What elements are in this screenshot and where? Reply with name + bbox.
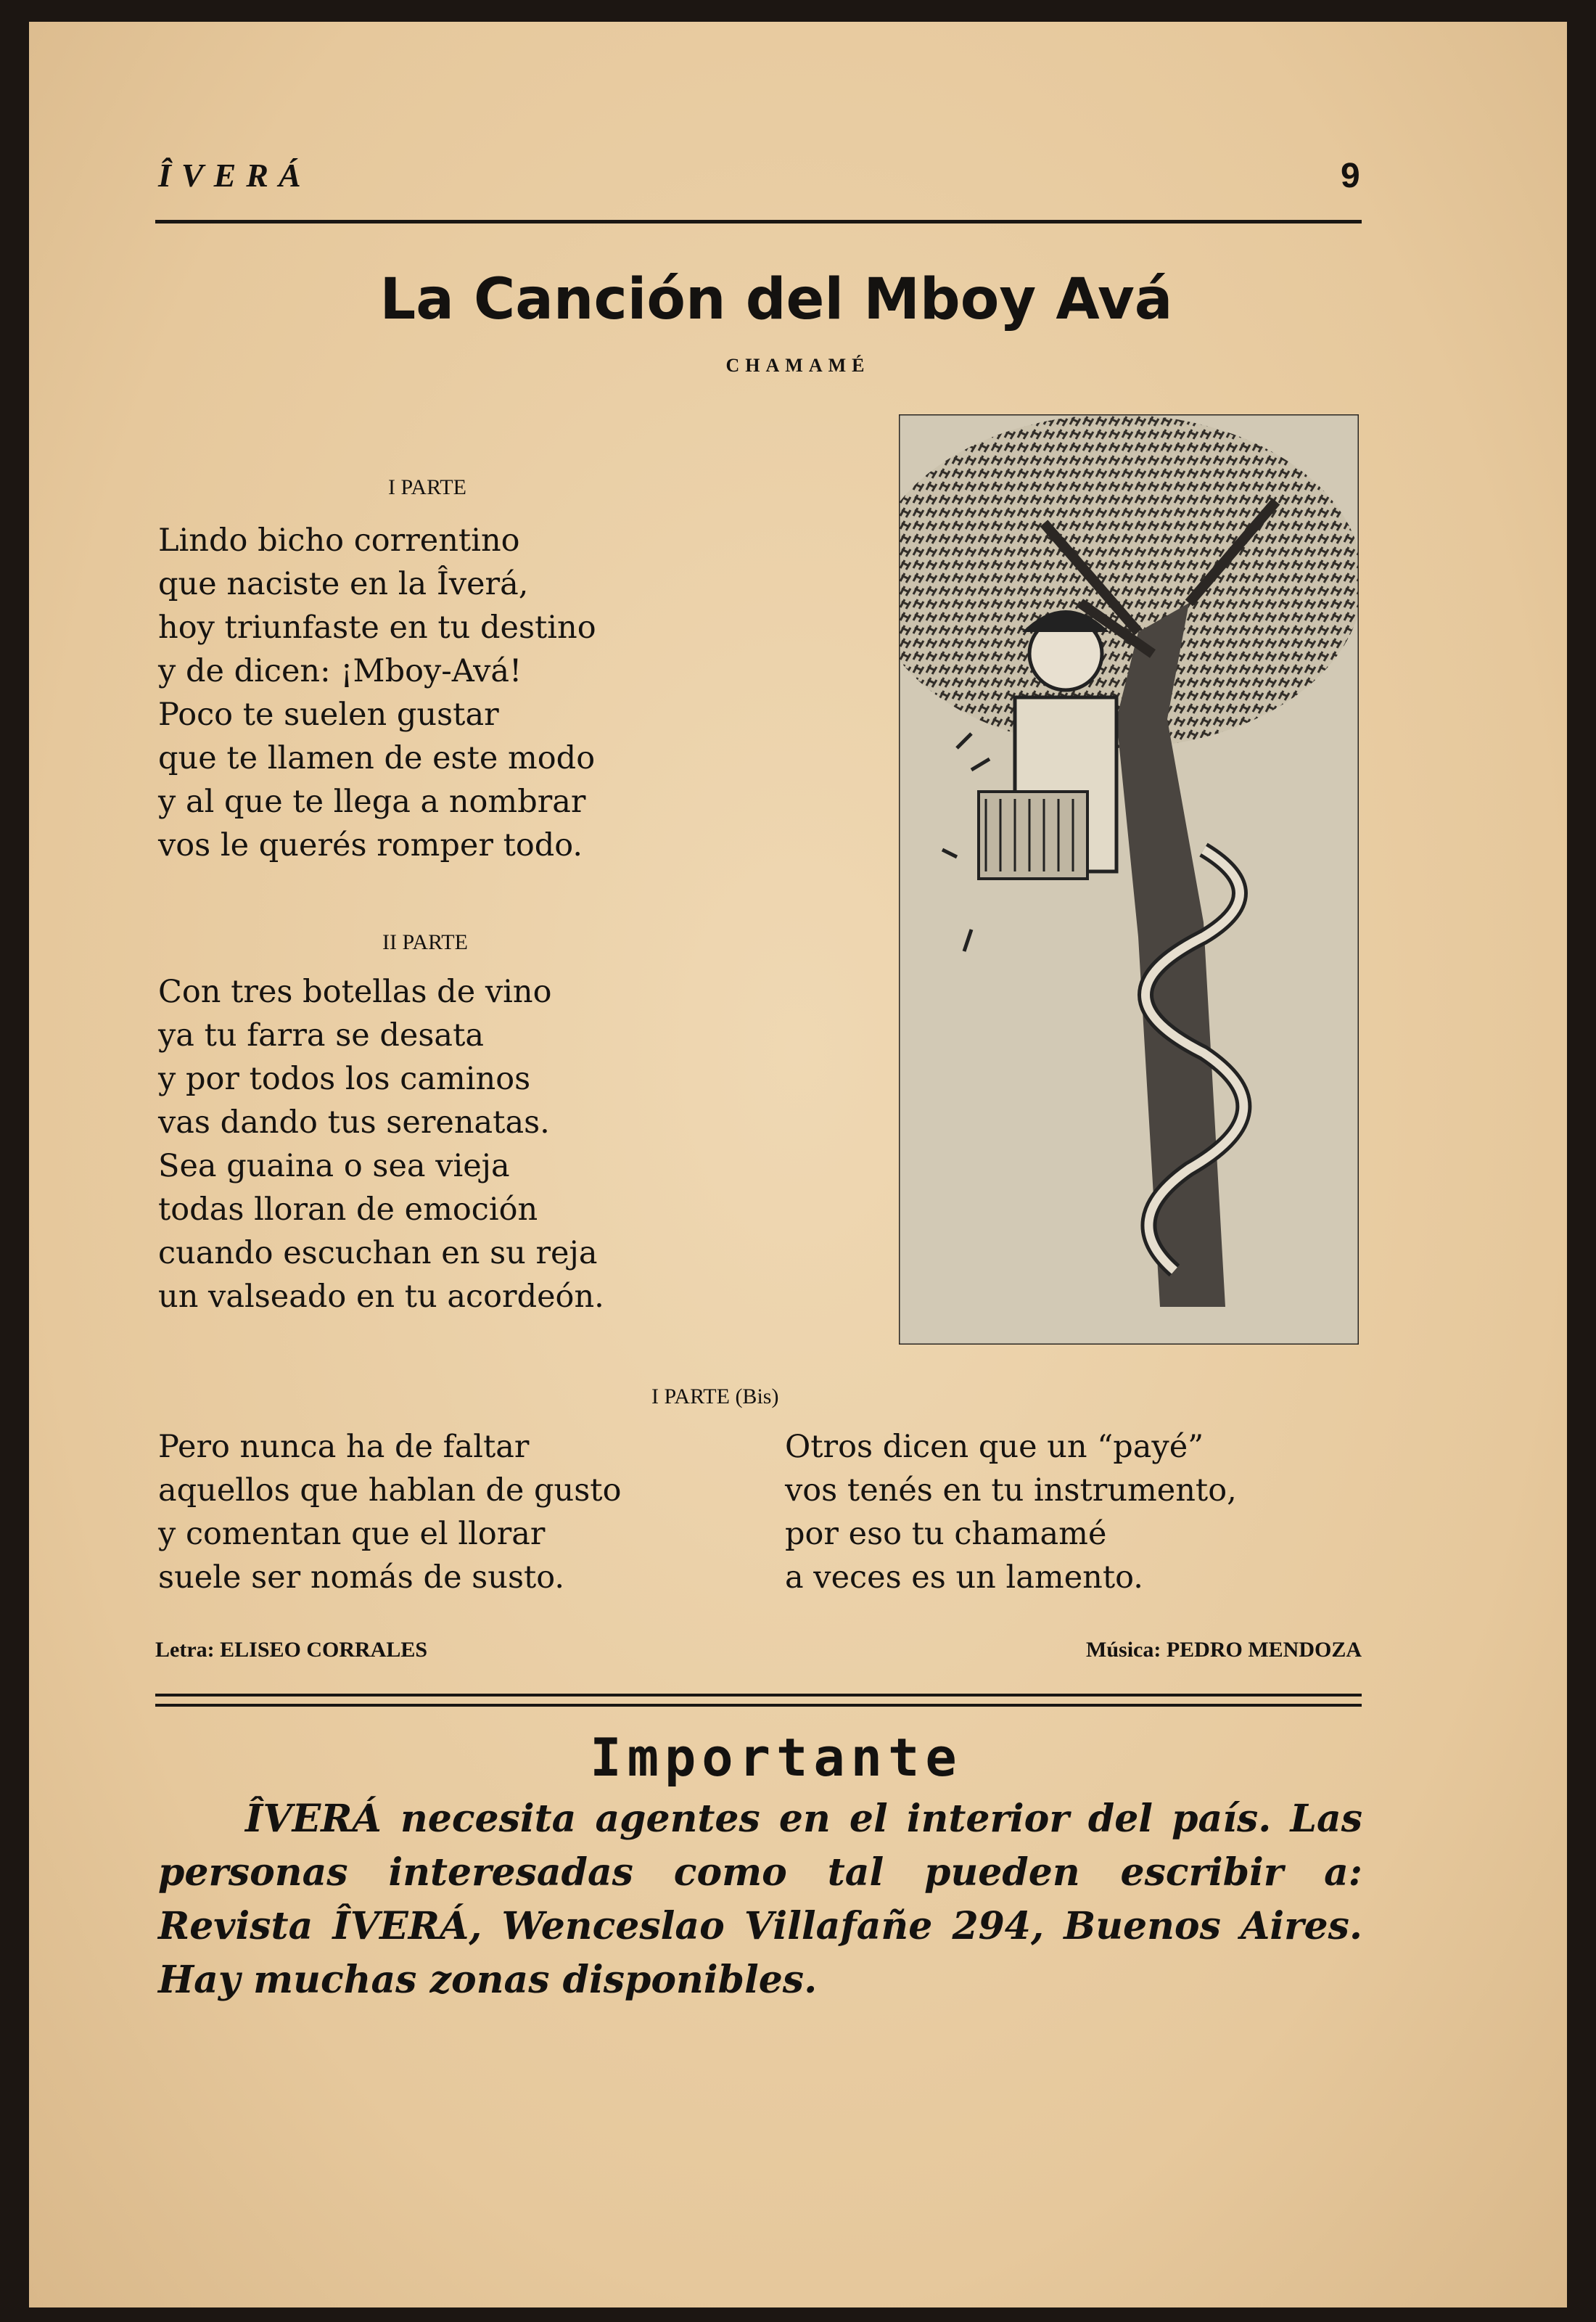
magazine-page <box>29 22 1567 2307</box>
verse-line: vos le querés romper todo. <box>158 827 583 863</box>
bis-label: I PARTE (Bis) <box>651 1384 779 1408</box>
verse-line: aquellos que hablan de gusto <box>158 1472 622 1509</box>
verse-line: que te llamen de este modo <box>158 740 596 776</box>
verse-line: Sea guaina o sea vieja <box>158 1148 510 1184</box>
page-number: 9 <box>1341 157 1360 195</box>
part1-verse <box>158 519 596 867</box>
illustration-drawing <box>899 414 1359 1345</box>
verse-line: que naciste en la Îverá, <box>158 566 529 602</box>
verse-line: y comentan que el llorar <box>158 1516 546 1552</box>
bis-left-verse <box>158 1425 621 1599</box>
verse-line: cuando escuchan en su reja <box>158 1235 598 1271</box>
notice-heading: Importante <box>590 1727 963 1788</box>
header-rule <box>155 220 1362 223</box>
part2-verse <box>158 970 604 1318</box>
verse-line: un valseado en tu acordeón. <box>158 1279 604 1315</box>
bis-right-verse <box>785 1425 1237 1599</box>
verse-line: y por todos los caminos <box>158 1061 531 1097</box>
verse-line: Pero nunca ha de faltar <box>158 1429 530 1465</box>
verse-line: Lindo bicho correntino <box>158 522 520 559</box>
part2-label: II PARTE <box>382 930 468 954</box>
music-credit: Música: PEDRO MENDOZA <box>1086 1638 1362 1662</box>
verse-line: Poco te suelen gustar <box>158 697 499 733</box>
illustration-accordion-player-tree <box>899 414 1359 1345</box>
verse-line: y de dicen: ¡Mboy-Avá! <box>158 653 522 689</box>
verse-line: hoy triunfaste en tu destino <box>158 610 596 646</box>
song-genre: CHAMAMÉ <box>725 355 871 376</box>
verse-line: todas lloran de emoción <box>158 1191 538 1228</box>
part1-label: I PARTE <box>388 475 466 499</box>
verse-line: ya tu farra se desata <box>158 1017 484 1054</box>
notice-body: ÎVERÁ necesita agentes en el interior del país. Las personas interesadas como tal pueden escribir a: Revista ÎVERÁ, Wenceslao Villafañe 294, Buenos Aires. Hay muchas zonas disponibles. <box>158 1797 1362 2002</box>
verse-line: vos tenés en tu instrumento, <box>785 1472 1237 1509</box>
verse-line: a veces es un lamento. <box>785 1559 1143 1596</box>
song-title: La Canción del Mboy Avá <box>379 267 1173 332</box>
verse-line: suele ser nomás de susto. <box>158 1559 565 1596</box>
lyrics-credit: Letra: ELISEO CORRALES <box>155 1638 428 1662</box>
verse-line: y al que te llega a nombrar <box>158 784 586 820</box>
verse-line: por eso tu chamamé <box>785 1516 1107 1552</box>
double-rule-bottom <box>155 1704 1362 1707</box>
running-header: ÎVERÁ <box>158 157 311 194</box>
double-rule-top <box>155 1694 1362 1697</box>
verse-line: Con tres botellas de vino <box>158 974 552 1010</box>
verse-line: Otros dicen que un “payé” <box>785 1429 1204 1465</box>
verse-line: vas dando tus serenatas. <box>158 1104 550 1141</box>
